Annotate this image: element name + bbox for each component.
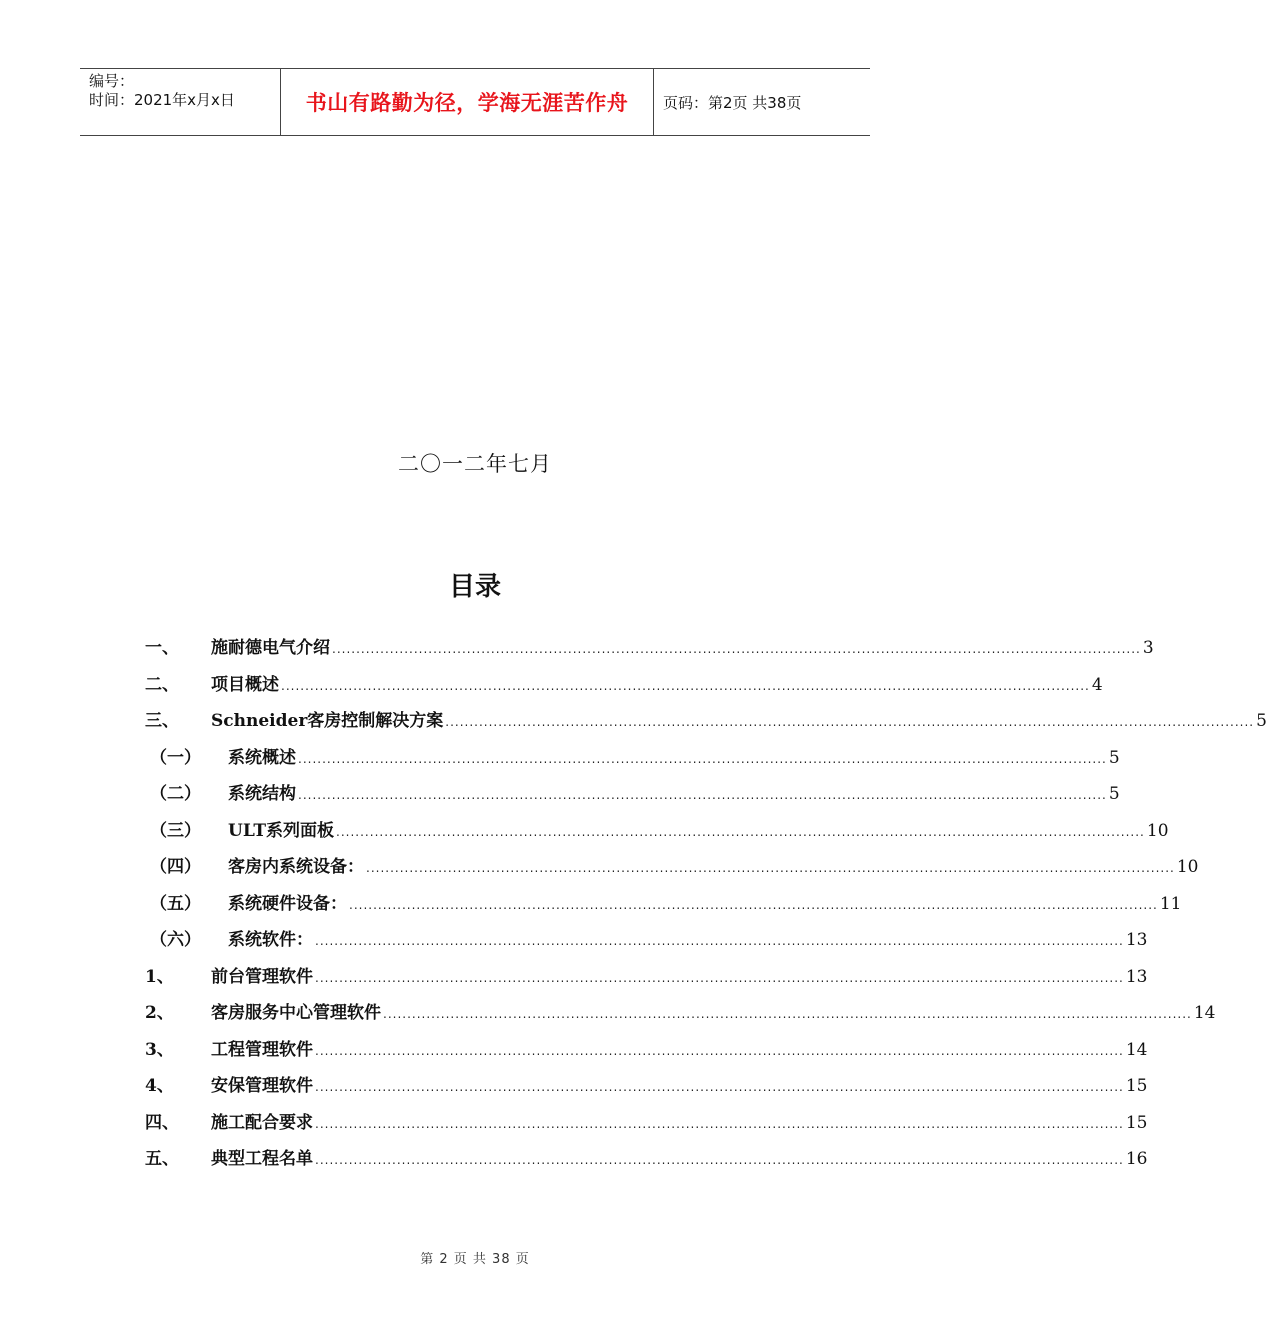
toc-entry-page: 5 [1108,747,1120,768]
toc-entry-number: 4、 [145,1076,174,1096]
toc-entry-label: 典型工程名单 [211,1149,313,1169]
toc-entry-page: 15 [1125,1112,1148,1133]
toc-entry-number: 三、 [145,711,179,731]
toc-entry-number: （六） [150,930,201,950]
toc-entry-label: Schneider客房控制解决方案 [211,711,444,731]
toc-entry-number: 四、 [145,1112,179,1133]
page-footer: 第 2 页 共 38 页 [420,1252,530,1267]
page-header [80,68,870,136]
toc-dot-leader: ........................................................................................................................................................................ [383,1007,1192,1021]
toc-dot-leader: ........................................................................................................................................................................ [315,1116,1124,1131]
toc-entry[interactable] [145,779,1120,816]
toc-entry[interactable] [145,1035,1148,1072]
toc-entry[interactable] [145,962,1148,999]
toc-entry-label: 系统软件： [228,930,313,950]
toc-entry-page: 16 [1125,1149,1148,1169]
toc-entry[interactable] [145,889,1182,926]
toc-dot-leader: ........................................................................................................................................................................ [315,1153,1124,1167]
toc-entry-page: 3 [1142,638,1154,658]
toc-dot-leader: ........................................................................................................................................................................ [315,970,1124,985]
toc-dot-leader: ........................................................................................................................................................................ [298,751,1107,766]
toc-entry-page: 4 [1091,674,1103,695]
toc-dot-leader: ........................................................................................................................................................................ [336,824,1145,839]
header-time: 时间：2021年x月x日 [89,91,235,109]
toc-entry-number: （三） [150,820,201,841]
toc-dot-leader: ........................................................................................................................................................................ [445,715,1255,729]
toc-entry-page: 10 [1146,820,1169,841]
toc-entry-number: 五、 [145,1149,179,1169]
toc-entry[interactable] [145,1071,1148,1108]
toc-entry-number: 1、 [145,966,174,987]
toc-dot-leader: ........................................................................................................................................................................ [315,1043,1124,1058]
toc-entry-number: （一） [150,747,201,768]
toc-entry-label: ULT系列面板 [228,820,335,841]
toc-dot-leader: ........................................................................................................................................................................ [332,642,1141,656]
toc-title: 目录 [448,572,501,602]
toc-entry-page: 14 [1125,1039,1148,1060]
document-date: 二〇一二年七月 [398,452,552,476]
toc-entry-label: 工程管理软件 [211,1039,313,1060]
toc-entry[interactable] [145,1108,1148,1145]
toc-entry-page: 5 [1256,711,1267,731]
toc-entry-label: 安保管理软件 [211,1076,313,1096]
toc-entry-label: 客房内系统设备： [228,857,364,877]
toc-entry-page: 11 [1159,893,1182,914]
toc-entry-number: 一、 [145,638,179,658]
toc-entry-label: 前台管理软件 [211,966,313,987]
toc-dot-leader: ........................................................................................................................................................................ [349,897,1158,912]
toc-entry-page: 13 [1125,930,1148,950]
toc-entry[interactable] [145,998,1216,1035]
toc-dot-leader: ........................................................................................................................................................................ [315,934,1124,948]
header-motto: 书山有路勤为径，学海无涯苦作舟 [281,69,654,135]
header-page-info: 页码：第2页 共38页 [663,93,802,112]
toc-entry-label: 项目概述 [211,674,279,695]
toc-dot-leader: ........................................................................................................................................................................ [366,861,1175,875]
toc-entry-page: 13 [1125,966,1148,987]
header-meta [80,69,281,135]
toc-entry[interactable] [145,816,1169,853]
toc-entry[interactable] [145,706,1267,743]
header-number: 编号： [89,72,135,90]
table-of-contents [145,633,1267,1181]
toc-entry-number: 二、 [145,674,179,695]
toc-entry-page: 10 [1176,857,1199,877]
toc-dot-leader: ........................................................................................................................................................................ [315,1080,1124,1094]
toc-entry-label: 系统结构 [228,784,296,804]
toc-entry-label: 系统概述 [228,747,296,768]
toc-entry[interactable] [145,852,1199,889]
toc-entry[interactable] [145,1144,1148,1181]
toc-entry-number: （四） [150,857,201,877]
toc-entry-label: 施耐德电气介绍 [211,638,330,658]
toc-entry-label: 施工配合要求 [211,1112,313,1133]
toc-entry[interactable] [145,925,1148,962]
toc-entry-page: 15 [1125,1076,1148,1096]
toc-entry-number: （五） [150,893,201,914]
toc-entry-number: 3、 [145,1039,174,1060]
toc-dot-leader: ........................................................................................................................................................................ [281,678,1090,693]
toc-entry[interactable] [145,743,1120,780]
toc-entry-page: 5 [1108,784,1120,804]
toc-entry[interactable] [145,670,1103,707]
toc-entry-number: （二） [150,784,201,804]
toc-entry[interactable] [145,633,1154,670]
toc-entry-label: 系统硬件设备： [228,893,347,914]
toc-entry-page: 14 [1193,1003,1216,1023]
toc-entry-label: 客房服务中心管理软件 [211,1003,381,1023]
toc-dot-leader: ........................................................................................................................................................................ [298,788,1107,802]
toc-entry-number: 2、 [145,1003,174,1023]
